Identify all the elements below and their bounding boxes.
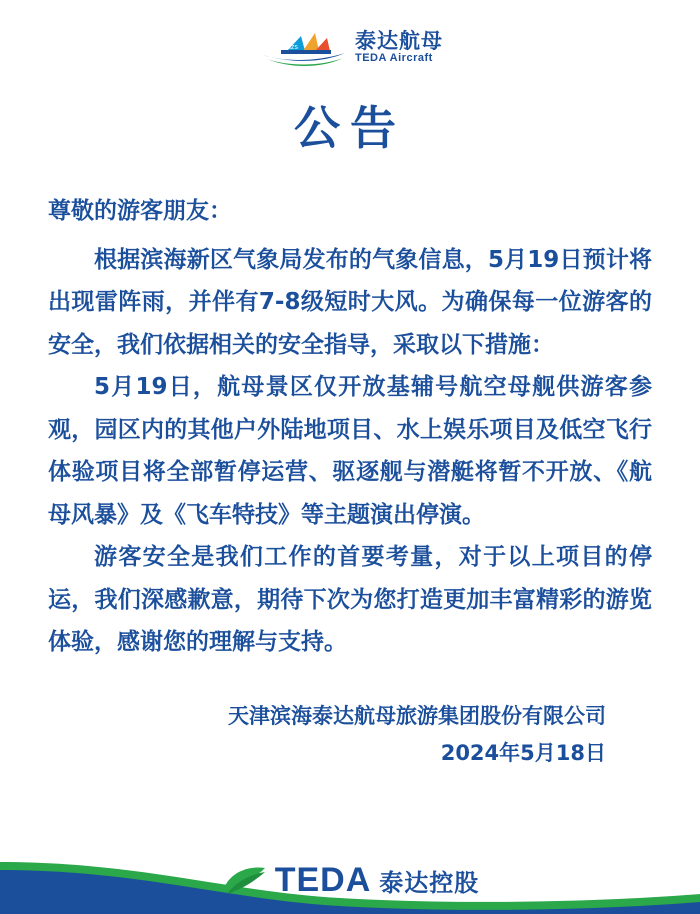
signature-organization: 天津滨海泰达航母旅游集团股份有限公司 bbox=[228, 704, 606, 729]
salutation: 尊敬的游客朋友： bbox=[48, 198, 232, 224]
svg-text:nzs: nzs bbox=[287, 44, 298, 51]
teda-aircraft-carrier-logo-icon bbox=[257, 25, 349, 71]
teda-holdings-leaf-icon bbox=[221, 864, 267, 898]
brand-name-en: TEDA Aircraft bbox=[355, 52, 433, 65]
footer-brand-logo bbox=[0, 861, 700, 900]
paragraph-2: 5月19日，航母景区仅开放基辅号航空母舰供游客参观，园区内的其他户外陆地项目、水上娱乐项目及低空飞行体验项目将全部暂停运营、驱逐舰与潜艇将暂不开放、《航母风暴》及《飞车特技》等主题演出停演。 bbox=[48, 374, 652, 528]
brand-logo bbox=[257, 25, 443, 71]
paragraph-3: 游客安全是我们工作的首要考量，对于以上项目的停运，我们深感歉意，期待下次为您打造更加丰富精彩的游览体验，感谢您的理解与支持。 bbox=[48, 544, 652, 656]
document-body bbox=[0, 168, 700, 772]
brand-name-cn: 泰达航母 bbox=[355, 30, 443, 54]
document-footer bbox=[0, 822, 700, 914]
document-header bbox=[0, 0, 700, 78]
signature-date: 2024年5月18日 bbox=[440, 740, 606, 765]
brand-logo-text bbox=[355, 31, 443, 65]
footer-brand-en: TEDA bbox=[274, 861, 372, 899]
footer-brand-cn: 泰达控股 bbox=[379, 869, 480, 897]
paragraph-1: 根据滨海新区气象局发布的气象信息，5月19日预计将出现雷阵雨，并伴有7-8级短时大风。为确保每一位游客的安全，我们依据相关的安全指导，采取以下措施： bbox=[48, 246, 652, 358]
signature-block bbox=[48, 698, 652, 772]
page-title: 公告 bbox=[294, 101, 406, 155]
